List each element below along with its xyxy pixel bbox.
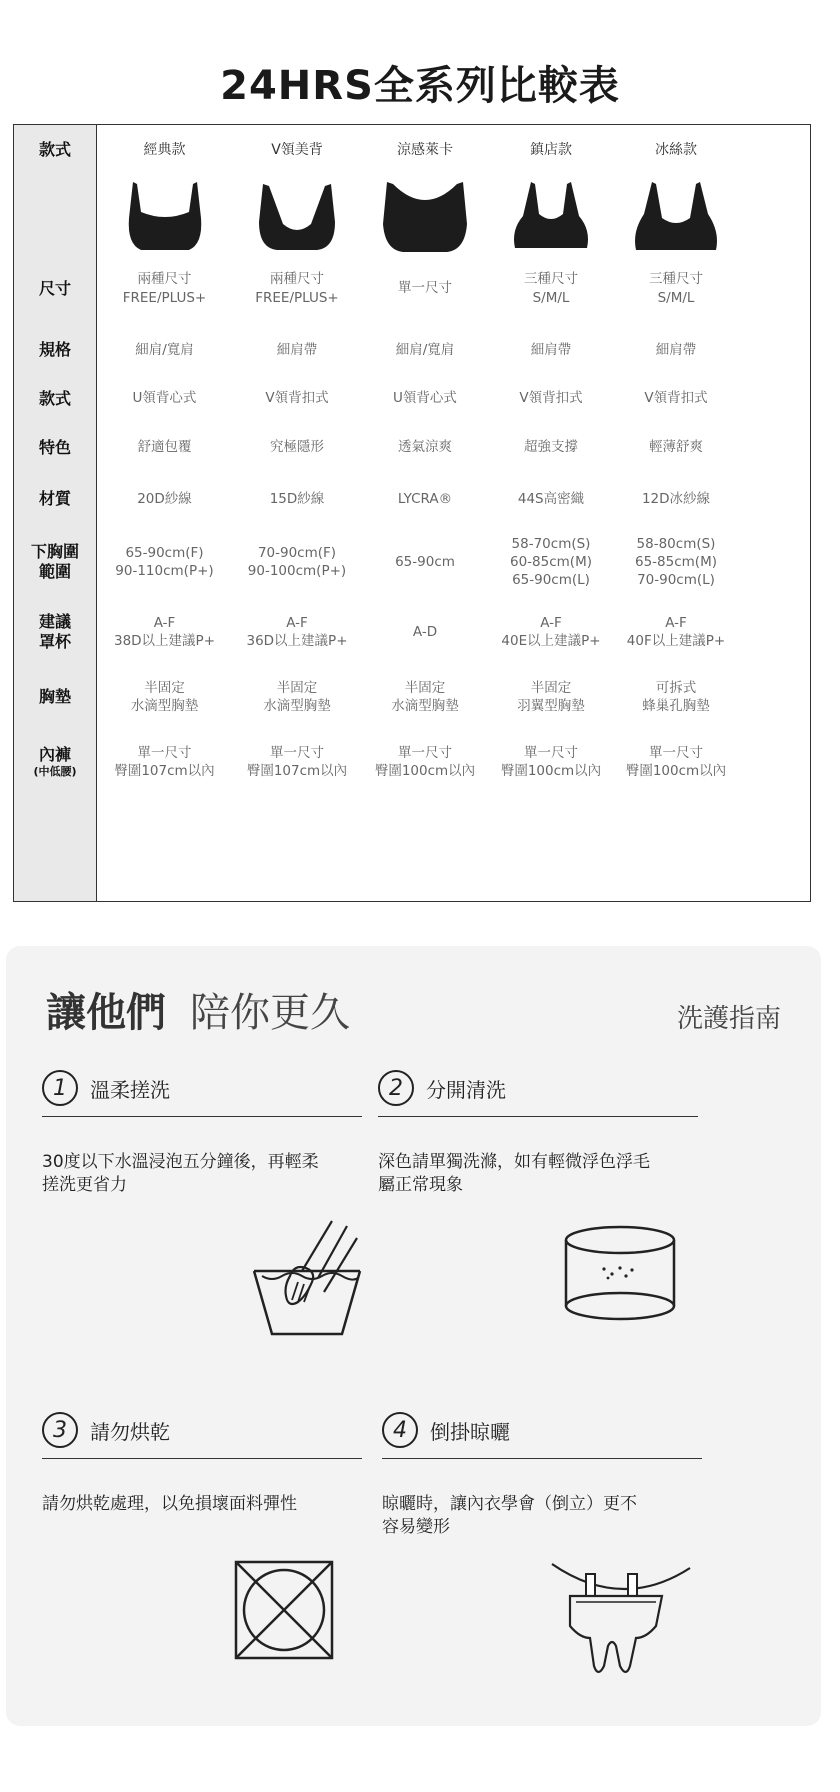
- table-cell: 單一尺寸 臀圍107cm以內: [246, 744, 348, 779]
- table-cell: 細肩/寬肩: [395, 341, 455, 358]
- table-row-header: 下胸圍 範圍: [30, 542, 79, 581]
- table-cell: 12D冰紗線: [641, 490, 711, 507]
- table-cell: 三種尺寸 S/M/L: [649, 271, 703, 306]
- table-cell: 半固定 水滴型胸墊: [391, 679, 459, 714]
- table-cell: 15D紗線: [269, 490, 325, 507]
- table-cell: 58-80cm(S) 65-85cm(M) 70-90cm(L): [635, 535, 717, 589]
- table-cell: V領背扣式: [644, 390, 708, 407]
- table-column-header: 鎮店款: [530, 141, 572, 158]
- table-cell: 兩種尺寸 FREE/PLUS+: [122, 271, 207, 306]
- product-image-cell: [232, 175, 362, 261]
- care-step-2: [378, 1066, 698, 1197]
- table-cell: 舒適包覆: [137, 439, 192, 456]
- care-title-bold: 讓他們: [46, 990, 166, 1036]
- table-row-header: 規格: [38, 340, 71, 359]
- hand-wash-icon: [242, 1216, 372, 1346]
- product-image-cell: [362, 175, 488, 261]
- table-column-header: 涼感萊卡: [397, 141, 453, 158]
- table-cell: 究極隱形: [270, 439, 324, 456]
- table-cell: 58-70cm(S) 60-85cm(M) 65-90cm(L): [510, 535, 592, 589]
- table-cell: A-D: [412, 623, 438, 640]
- table-cell: 44S高密織: [517, 490, 585, 507]
- bra-image: [379, 178, 471, 258]
- table-cell: 65-90cm: [395, 553, 455, 570]
- table-cell: 單一尺寸 臀圍100cm以內: [500, 744, 602, 779]
- bra-image: [251, 178, 343, 258]
- step-description: 深色請單獨洗滌，如有輕微浮色浮毛 屬正常現象: [378, 1152, 650, 1195]
- step-label: 倒掛晾曬: [430, 1419, 510, 1444]
- table-cell: V領背扣式: [265, 390, 329, 407]
- table-cell: 細肩帶: [276, 341, 318, 358]
- step-label: 請勿烘乾: [90, 1419, 170, 1444]
- table-cell: A-F 40F以上建議P+: [626, 614, 726, 649]
- step-description: 晾曬時，讓內衣學會（倒立）更不 容易變形: [382, 1494, 637, 1537]
- step-description: 請勿烘乾處理，以免損壞面料彈性: [42, 1494, 297, 1514]
- table-row-header: 尺寸: [38, 278, 71, 298]
- bra-image: [630, 178, 722, 258]
- table-row-header: 建議 罩杯: [38, 612, 71, 651]
- table-cell: 細肩帶: [530, 341, 572, 358]
- table-cell: 單一尺寸: [398, 280, 452, 297]
- table-cell: 半固定 水滴型胸墊: [130, 679, 199, 714]
- table-column-header: 經典款: [143, 141, 186, 158]
- table-cell: 透氣涼爽: [398, 439, 452, 456]
- table-row-header: 特色: [38, 437, 71, 457]
- no-tumble-dry-icon: [230, 1556, 340, 1666]
- table-cell: 單一尺寸 臀圍107cm以內: [114, 744, 215, 779]
- bra-image: [505, 178, 597, 258]
- step-number-badge: 2: [378, 1070, 414, 1106]
- table-cell: 65-90cm(F) 90-110cm(P+): [115, 544, 214, 579]
- table-cell: 兩種尺寸 FREE/PLUS+: [255, 271, 339, 306]
- care-step-4: [382, 1408, 702, 1539]
- table-cell: 輕薄舒爽: [649, 439, 703, 456]
- step-number-badge: 3: [42, 1412, 78, 1448]
- page-title: 24HRS全系列比較表: [220, 63, 620, 109]
- table-cell: 半固定 羽翼型胸墊: [517, 679, 585, 714]
- table-cell: 單一尺寸 臀圍100cm以內: [625, 744, 727, 779]
- table-cell: 超強支撐: [524, 439, 578, 456]
- product-image-cell: [488, 175, 614, 261]
- step-number-badge: 1: [42, 1070, 78, 1106]
- table-row-header: 內褲 (中低腰): [33, 745, 77, 779]
- care-step-3: [42, 1408, 362, 1516]
- table-cell: LYCRA®: [397, 490, 453, 507]
- step-description: 30度以下水溫浸泡五分鐘後，再輕柔 搓洗更省力: [42, 1152, 319, 1195]
- table-cell: A-F 36D以上建議P+: [246, 614, 348, 649]
- table-cell: 單一尺寸 臀圍100cm以內: [374, 744, 476, 779]
- step-label: 溫柔搓洗: [90, 1077, 170, 1102]
- table-cell: A-F 40E以上建議P+: [501, 614, 601, 649]
- table-column-header: V領美背: [271, 141, 323, 158]
- care-guide-label: 洗護指南: [676, 1004, 781, 1034]
- table-cell: U領背心式: [393, 390, 457, 407]
- table-cell: 半固定 水滴型胸墊: [263, 679, 331, 714]
- table-cell: U領背心式: [132, 390, 197, 407]
- bra-image: [119, 178, 211, 258]
- wash-basin-icon: [560, 1224, 680, 1334]
- care-guide-card: [6, 946, 821, 1726]
- product-image-cell: [614, 175, 738, 261]
- table-column-header: 冰絲款: [655, 141, 697, 158]
- product-image-cell: [97, 175, 232, 261]
- table-cell: 細肩帶: [655, 341, 697, 358]
- table-row-header: 胸墊: [38, 687, 71, 706]
- table-cell: 可拆式 蜂巢孔胸墊: [642, 679, 710, 714]
- table-row-header: 材質: [38, 489, 71, 508]
- table-cell: 70-90cm(F) 90-100cm(P+): [247, 544, 347, 579]
- table-cell: A-F 38D以上建議P+: [113, 614, 216, 649]
- care-title-light: 陪你更久: [190, 990, 350, 1036]
- table-cell: 20D紗線: [137, 490, 192, 507]
- comparison-table: [13, 124, 811, 902]
- step-number-badge: 4: [382, 1412, 418, 1448]
- table-cell: 細肩/寬肩: [135, 341, 194, 358]
- table-cell: 三種尺寸 S/M/L: [524, 271, 578, 306]
- step-label: 分開清洗: [426, 1077, 506, 1102]
- table-row-header: 款式: [38, 388, 71, 408]
- hang-dry-icon: [546, 1546, 696, 1696]
- care-step-1: [42, 1066, 362, 1197]
- table-row-header: 款式: [38, 140, 71, 159]
- table-cell: V領背扣式: [519, 390, 583, 407]
